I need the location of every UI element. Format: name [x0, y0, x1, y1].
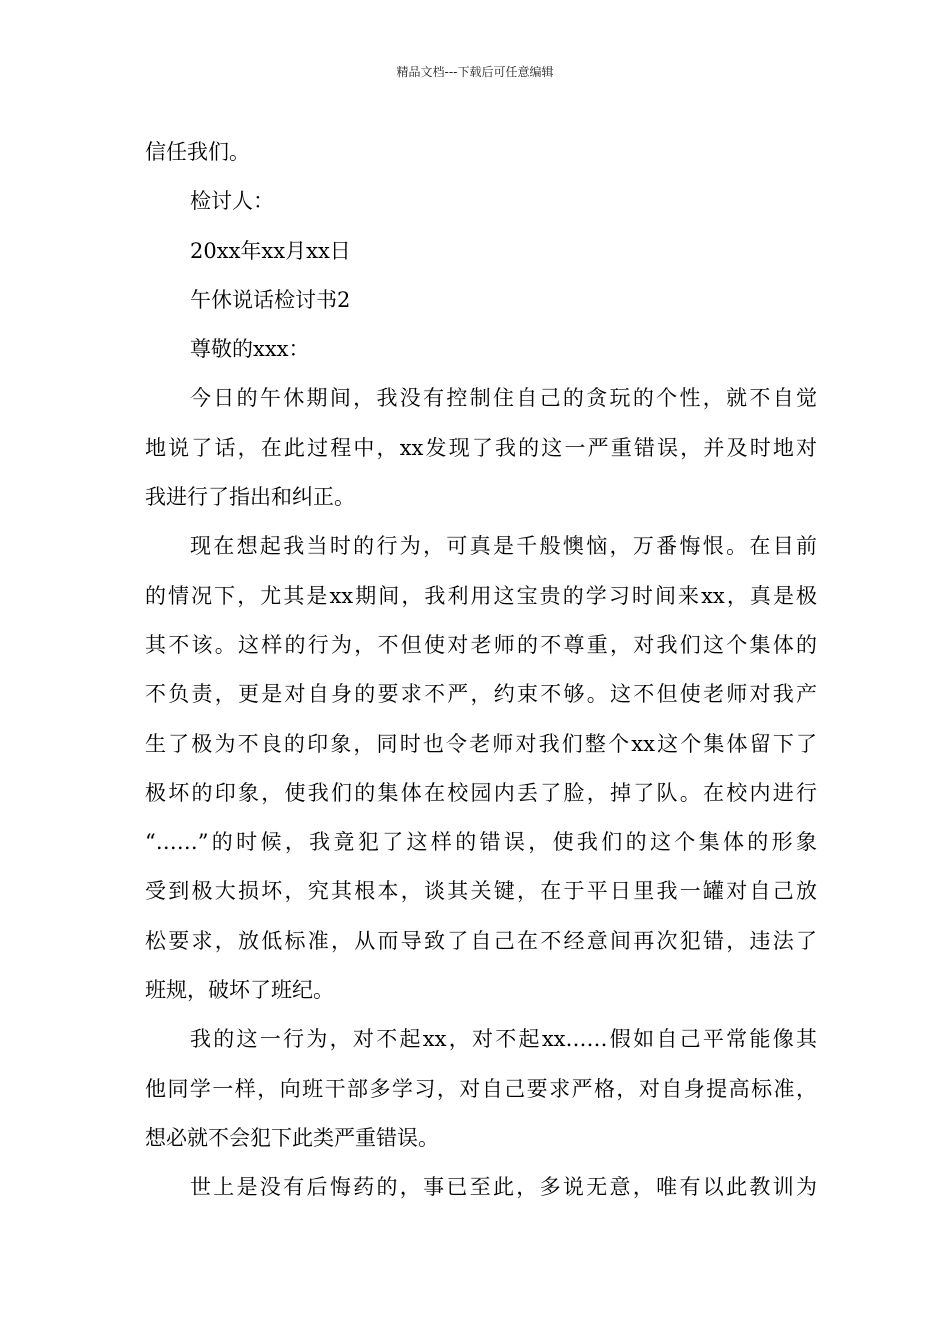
paragraph-line: 世上是没有后悔药的，事已至此，多说无意，唯有以此教训为: [190, 1175, 817, 1200]
paragraph-line: 生了极为不良的印象，同时也令老师对我们整个xx这个集体留下了: [145, 731, 817, 756]
paragraph-line: 不负责，更是对自身的要求不严，约束不够。这不但使老师对我产: [145, 682, 817, 707]
paragraph-line: 极坏的印象，使我们的集体在校园内丢了脸，掉了队。在校内进行: [145, 780, 817, 805]
paragraph-line: 现在想起我当时的行为，可真是千般懊恼，万番悔恨。在目前: [190, 534, 817, 559]
paragraph-line: “……”的时候，我竟犯了这样的错误，使我们的这个集体的形象: [145, 830, 817, 855]
page-header: 精品文档---下载后可任意编辑: [396, 65, 554, 79]
paragraph-line: 受到极大损坏，究其根本，谈其关键，在于平日里我一罐对自己放: [145, 879, 817, 904]
paragraph-line: 他同学一样，向班干部多学习，对自己要求严格，对自身提高标准，: [145, 1076, 817, 1101]
section-title: 午休说话检讨书2: [190, 287, 351, 312]
paragraph-line: 其不该。这样的行为，不但使对老师的不尊重，对我们这个集体的: [145, 632, 817, 657]
paragraph-line: 松要求，放低标准，从而导致了自己在不经意间再次犯错，违法了: [145, 928, 817, 953]
paragraph-line: 今日的午休期间，我没有控制住自己的贪玩的个性，就不自觉: [190, 386, 817, 411]
document-body: [145, 128, 817, 1213]
salutation: 尊敬的xxx：: [190, 337, 310, 362]
paragraph-line: 我的这一行为，对不起xx，对不起xx……假如自己平常能像其: [190, 1027, 817, 1052]
text-line: 信任我们。: [145, 140, 250, 164]
date-line: 20xx年xx月xx日: [190, 238, 351, 263]
signature-label: 检讨人：: [190, 189, 274, 214]
paragraph-line: 的情况下，尤其是xx期间，我利用这宝贵的学习时间来xx，真是极: [145, 583, 817, 608]
paragraph-line: 我进行了指出和纠正。: [145, 485, 355, 510]
paragraph-line: 地说了话，在此过程中，xx发现了我的这一严重错误，并及时地对: [145, 435, 817, 460]
paragraph-line: 班规，破坏了班纪。: [145, 978, 334, 1003]
paragraph-line: 想必就不会犯下此类严重错误。: [145, 1125, 439, 1150]
